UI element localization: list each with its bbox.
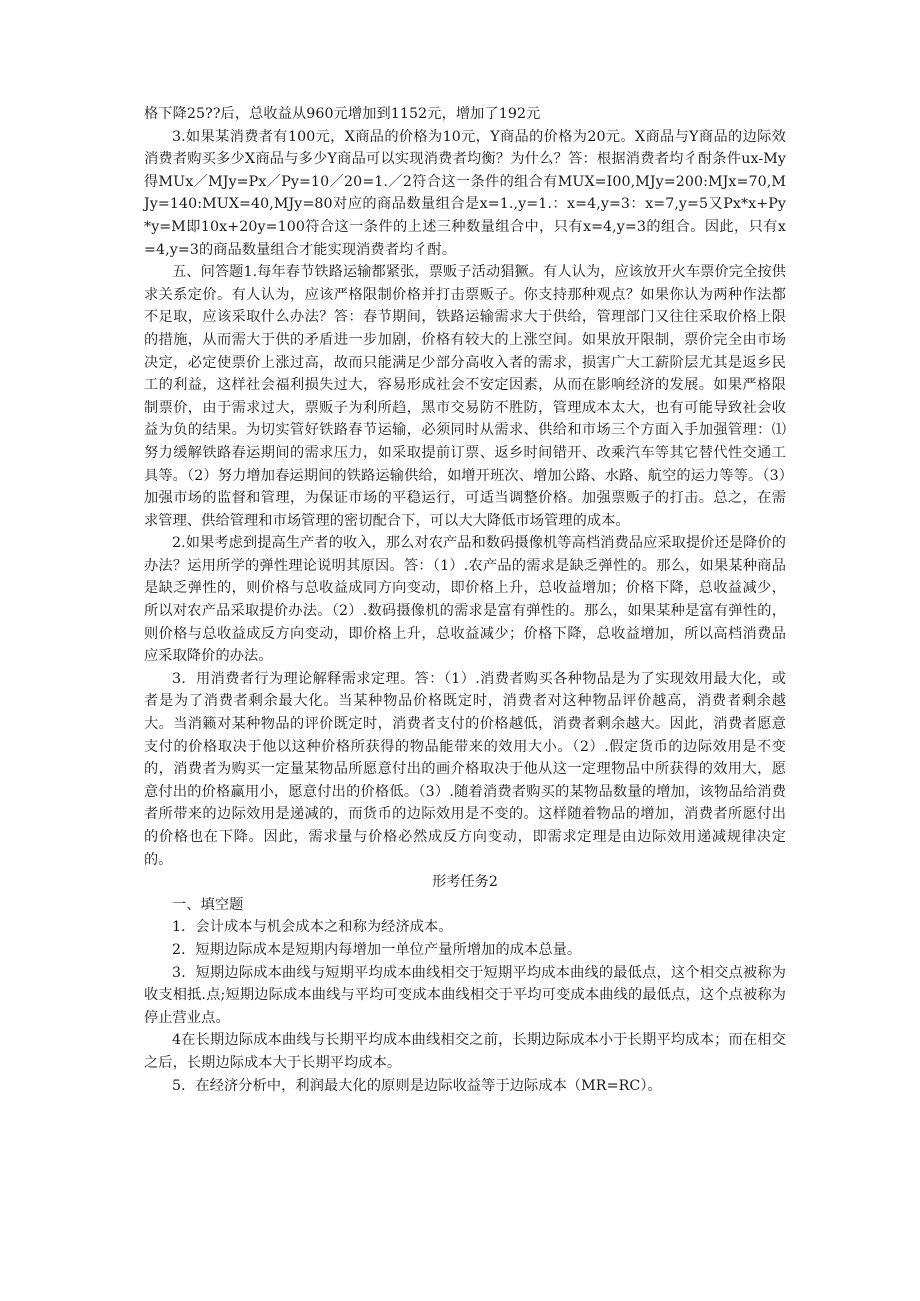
list-item-2: 2．短期边际成本是短期内每增加一单位产量所增加的成本总量。 [172, 941, 582, 958]
subsection-title: 一、填空题 [172, 896, 244, 913]
section-heading: 形考任务2 [432, 874, 498, 891]
text-paragraph-2: 3.如果某消费者有100元，X商品的价格为10元，Y商品的价格为20元。X商品与Y商品的边际效消费者购买多少X商品与多少Y商品可以实现消费者均衡？为什么？答：根据消费者均彳酎条件ux-My得MUx／MJy=Px／Py=10／20=1.／2符合这一条件的组合有MUX=I00,MJy=200:MJx=70,MJy=140:MUX=40,MJy=80对应的商品数量组合是x=1.,y=1.：x=4,y=3：x=7,y=5又Px*x+Py*y=M即10x+20y=100符合这一条件的上述三种数量组合中，只有x=4,y=3的组合。因此，只有x=4,y=3的商品数量组合才能实现消费者均彳酎。 [144, 128, 786, 258]
list-item-1: 1．会计成本与机会成本之和称为经济成本。 [172, 919, 453, 936]
text-paragraph-4: 2.如果考虑到提高生产者的收入，那么对农产品和数码摄像机等高档消费品应采取提价还是降价的办法？运用所学的弹性理论说明其原因。答：（1）.农产品的需求是缺乏弹性的。那么，如果某种商品是缺乏弹性的，则价格与总收益成同方向变动，即价格上升，总收益增加；价格下降，总收益减少，所以对农产品采取提价办法。（2）.数码摄像机的需求是富有弹性的。那么，如果某种是富有弹性的，则价格与总收益成反方向变动，即价格上升，总收益减少；价格下降，总收益增加，所以高档消费品应采取降价的办法。 [144, 535, 786, 665]
list-item-3: 3．短期边际成本曲线与短期平均成本曲线相交于短期平均成本曲线的最低点，这个相交点被称为收支相抵.点;短期边际成本曲线与平均可变成本曲线相交于平均可变成本曲线的最低点，这个点被称为停止营业点。 [144, 964, 786, 1026]
text-paragraph-1: 格下降25??后，总收益从960元增加到1152元，增加了192元 [144, 106, 541, 122]
text-paragraph-5: 3．用消费者行为理论解释需求定理。答：（1）.消费者购买各种物品是为了实现效用最大化，或者是为了消费者剩余最大化。当某种物品价格既定时，消费者对这种物品评价越高，消费者剩余越大。当消籁对某种物品的评价既定时，消费者支付的价格越低，消费者剩余越大。因此，消费者愿意支付的价格取决于他以这种价格所获得的物品能带来的效用大小。（2）.假定货币的边际效用是不变的，消费者为购买一定量某物品所愿意付出的画介格取决于他从这一定理物品中所获得的效用大，愿意付出的价格赢用小，愿意付出的价格低。（3）.随着消费者购买的某物品数量的增加，该物品给消费者所带来的边际效用是递减的，而货币的边际效用是不变的。这样随着物品的增加，消费者所愿付出的价格也在下降。因此，需求量与价格必然成反方向变动，即需求定理是由边际效用递减规律决定的。 [144, 670, 786, 868]
list-item-5: 5．在经济分析中，利润最大化的原则是边际收益等于边际成本（MR=RC）。 [172, 1077, 662, 1094]
text-paragraph-3: 五、问答题1.每年春节铁路运输都紧张，票贩子活动猖獗。有人认为，应该放开火车票价完全按供求关系定价。有人认为，应该严格限制价格并打击票贩子。你支持那种观点？如果你认为两种作法都不足取，应该采取什么办法？答：春节期间，铁路运输需求大于供给，管理部门又往往采取价格上限的措施，从而需大于供的矛盾进一步加剧，价格有较大的上涨空间。如果放开限制，票价完全由市场决定，必定使票价上涨过高，故而只能满足少部分高收入者的需求，损害广大工薪阶层尤其是返乡民工的利益，这样社会福利损失过大，容易形成社会不安定因素，从而在影响经济的发展。如果严格限制票价，由于需求过大，票贩子为利所趋，黑市交易防不胜防，管理成本太大，也有可能导致社会收益为负的结果。为切实管好铁路春节运输，必须同时从需求、供给和市场三个方面入手加强管理：⑴努力缓解铁路春运期间的需求压力，如采取提前订票、返乡时间错开、改乘汽车等其它替代性交通工具等。（2）努力增加春运期间的铁路运输供给，如增开班次、增加公路、水路、航空的运力等等。（3）加强市场的监督和管理，为保证市场的平稳运行，可适当调整价格。加强票贩子的打击。总之，在需求管理、供给管理和市场管理的密切配合下，可以大大降低市场管理的成本。 [144, 264, 786, 529]
list-item-4: 4在长期边际成本曲线与长期平均成本曲线相交之前，长期边际成本小于长期平均成本；而在相交之后，长期边际成本大于长期平均成本。 [144, 1032, 786, 1071]
document-page [144, 103, 786, 1097]
